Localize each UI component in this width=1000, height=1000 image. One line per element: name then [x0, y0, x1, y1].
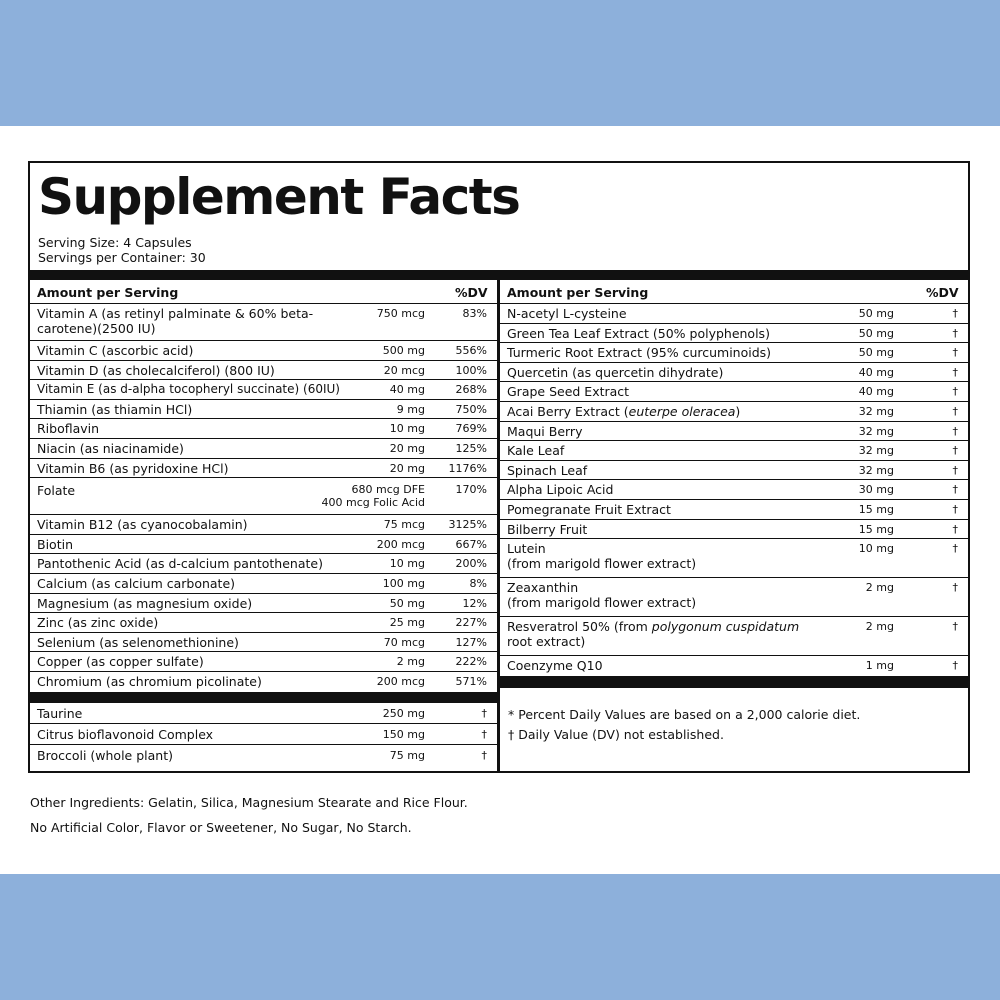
- nutrient-amount: 10 mg: [389, 422, 425, 436]
- ingredient-name: Maqui Berry: [507, 423, 583, 439]
- nutrient-row: [30, 613, 497, 633]
- ingredient-amount: 50 mg: [858, 307, 894, 320]
- nutrient-row: [30, 535, 497, 555]
- ingredient-row: [500, 304, 968, 324]
- nutrient-dv: 170%: [455, 483, 487, 497]
- ingredient-dv: †: [952, 483, 958, 497]
- nutrient-name: Vitamin B6 (as pyridoxine HCl): [37, 460, 229, 476]
- ingredient-amount: 32 mg: [858, 463, 894, 477]
- ingredient-dv: †: [952, 444, 958, 458]
- nutrient-row: [30, 341, 497, 361]
- ingredient-name: Lutein (from marigold flower extract): [507, 541, 697, 572]
- right-header-amount: Amount per Serving: [507, 285, 649, 300]
- nutrient-row: [30, 439, 497, 459]
- footnote-daily-values: * Percent Daily Values are based on a 2,000 calorie diet.: [508, 706, 861, 722]
- panel-title: Supplement Facts: [38, 168, 520, 226]
- ingredient-dv: †: [952, 385, 958, 399]
- serving-size: Serving Size: 4 Capsules: [38, 235, 192, 250]
- other-ingredients: Other Ingredients: Gelatin, Silica, Magnesium Stearate and Rice Flour.: [30, 795, 468, 810]
- ingredient-amount: 15 mg: [858, 522, 894, 536]
- ingredient-latin-name: polygonum cuspidatum: [651, 619, 800, 635]
- nutrient-row: [30, 652, 497, 672]
- nutrient-row: [30, 419, 497, 439]
- ingredient-dv: †: [952, 659, 958, 673]
- ingredient-row: [500, 363, 968, 383]
- nutrient-name: Folate: [37, 483, 76, 499]
- ingredient-row: [500, 324, 968, 344]
- ingredient-row: [500, 617, 968, 656]
- nutrient-row: [30, 380, 497, 400]
- supplement-facts-panel: [28, 161, 970, 773]
- ingredient-dv: †: [952, 502, 958, 516]
- nutrient-amount: 20 mg: [389, 461, 425, 475]
- ingredient-amount: 40 mg: [858, 385, 894, 399]
- thick-divider-mid: [30, 692, 497, 703]
- ingredient-amount: 30 mg: [858, 483, 894, 497]
- ingredient-dv: †: [952, 346, 958, 360]
- ingredient-name: Spinach Leaf: [507, 462, 588, 478]
- ingredient-dv: †: [481, 748, 487, 762]
- nutrient-name: Magnesium (as magnesium oxide): [37, 595, 253, 611]
- ingredient-name: Taurine: [37, 705, 83, 721]
- ingredient-amount: 15 mg: [858, 502, 894, 516]
- ingredient-row: [500, 343, 968, 363]
- nutrient-name: Copper (as copper sulfate): [37, 654, 204, 670]
- nutrient-name: Chromium (as chromium picolinate): [37, 673, 262, 689]
- nutrient-name: Selenium (as selenomethionine): [37, 634, 239, 650]
- nutrient-row: [30, 515, 497, 535]
- nutrient-amount: 2 mg: [396, 655, 425, 669]
- ingredient-dv: †: [952, 581, 958, 595]
- nutrient-amount: 200 mcg: [376, 674, 425, 688]
- nutrient-amount: 750 mcg: [376, 307, 425, 320]
- nutrient-amount: 9 mg: [396, 402, 425, 416]
- left-column: [30, 280, 497, 766]
- nutrient-row: [30, 361, 497, 381]
- ingredient-dv: †: [952, 404, 958, 418]
- nutrient-name: Calcium (as calcium carbonate): [37, 575, 236, 591]
- ingredient-row: [500, 656, 968, 676]
- ingredient-name: Citrus bioflavonoid Complex: [37, 726, 214, 742]
- nutrient-dv: 556%: [455, 344, 487, 357]
- footnotes: [500, 688, 968, 758]
- nutrient-amount: 680 mcg DFE: [351, 483, 425, 497]
- nutrient-dv: 125%: [455, 441, 487, 455]
- nutrient-amount: 40 mg: [389, 383, 425, 397]
- nutrient-dv: 769%: [455, 422, 487, 436]
- ingredient-name: Bilberry Fruit: [507, 521, 588, 537]
- thick-divider-top: [30, 270, 968, 280]
- ingredient-row: [500, 578, 968, 617]
- nutrient-amount: 75 mcg: [383, 518, 425, 532]
- ingredient-row: [500, 402, 968, 422]
- ingredient-row: [30, 724, 497, 745]
- nutrient-amount: 10 mg: [389, 557, 425, 571]
- ingredient-name: Pomegranate Fruit Extract: [507, 501, 671, 517]
- ingredient-row: [500, 539, 968, 578]
- nutrient-amount: 100 mg: [382, 576, 425, 590]
- nutrient-dv: 127%: [455, 635, 487, 649]
- ingredient-name: Quercetin (as quercetin dihydrate): [507, 364, 724, 380]
- ingredient-amount: 75 mg: [389, 748, 425, 762]
- ingredient-amount: 32 mg: [858, 404, 894, 418]
- thick-divider-right: [500, 676, 968, 688]
- right-header: [500, 280, 968, 304]
- ingredient-row: [30, 703, 497, 724]
- ingredient-dv: †: [952, 307, 958, 320]
- ingredient-name: N-acetyl L-cysteine: [507, 306, 627, 321]
- ingredient-amount: 32 mg: [858, 424, 894, 438]
- nutrient-row: [30, 400, 497, 420]
- ingredient-amount: 10 mg: [858, 542, 894, 556]
- nutrient-dv: 227%: [455, 616, 487, 630]
- nutrient-amount: 200 mcg: [376, 537, 425, 551]
- ingredient-name: Green Tea Leaf Extract (50% polyphenols): [507, 325, 770, 341]
- nutrient-name: Riboflavin: [37, 421, 100, 437]
- ingredient-name: Kale Leaf: [507, 443, 565, 459]
- nutrient-dv: 667%: [455, 537, 487, 551]
- ingredient-row: [500, 441, 968, 461]
- nutrient-dv: 200%: [455, 557, 487, 571]
- ingredient-name: Zeaxanthin (from marigold flower extract): [507, 580, 697, 611]
- footnote-dv-not-established: † Daily Value (DV) not established.: [508, 726, 724, 742]
- right-column: [500, 280, 968, 758]
- nutrient-dv: 3125%: [448, 518, 487, 532]
- ingredient-amount: 50 mg: [858, 326, 894, 340]
- nutrient-name: Zinc (as zinc oxide): [37, 615, 159, 631]
- ingredient-dv: †: [952, 542, 958, 556]
- ingredient-amount: 50 mg: [858, 346, 894, 360]
- nutrient-amount-secondary: 400 mcg Folic Acid: [321, 496, 425, 510]
- ingredient-name: Resveratrol 50% (from polygonum cuspidatum root extract): [507, 619, 800, 650]
- ingredient-amount: 1 mg: [865, 659, 894, 673]
- ingredient-row: [500, 461, 968, 481]
- ingredient-dv: †: [952, 620, 958, 634]
- ingredient-row: [500, 382, 968, 402]
- ingredient-row: [500, 500, 968, 520]
- nutrient-dv: 222%: [455, 655, 487, 669]
- ingredient-amount: 2 mg: [865, 581, 894, 595]
- right-header-dv: %DV: [926, 285, 959, 300]
- ingredient-dv: †: [952, 463, 958, 477]
- nutrient-row: [30, 574, 497, 594]
- nutrient-amount: 20 mg: [389, 441, 425, 455]
- nutrient-name: Biotin: [37, 536, 73, 552]
- nutrient-row: [30, 304, 497, 341]
- nutrient-dv: 83%: [462, 307, 487, 320]
- ingredient-name: Broccoli (whole plant): [37, 747, 173, 763]
- ingredient-dv: †: [952, 424, 958, 438]
- nutrient-dv: 1176%: [448, 461, 487, 475]
- nutrient-amount: 500 mg: [382, 344, 425, 357]
- nutrient-dv: 268%: [455, 383, 487, 397]
- ingredient-amount: 40 mg: [858, 365, 894, 379]
- ingredient-row: [500, 422, 968, 442]
- left-header: [30, 280, 497, 304]
- left-header-dv: %DV: [455, 285, 488, 300]
- nutrient-amount: 50 mg: [389, 596, 425, 610]
- ingredient-dv: †: [481, 706, 487, 720]
- nutrient-row: [30, 633, 497, 653]
- ingredient-row: [500, 520, 968, 540]
- nutrient-name: Vitamin B12 (as cyanocobalamin): [37, 517, 248, 533]
- nutrient-name: Vitamin E (as d-alpha tocopheryl succinate) (60IU): [37, 382, 340, 397]
- nutrient-dv: 100%: [455, 363, 487, 377]
- ingredient-dv: †: [952, 326, 958, 340]
- nutrient-dv: 8%: [469, 576, 487, 590]
- nutrient-row: [30, 554, 497, 574]
- nutrient-row: [30, 594, 497, 614]
- servings-per-container: Servings per Container: 30: [38, 250, 206, 265]
- ingredient-row: [30, 745, 497, 766]
- ingredient-name: Coenzyme Q10: [507, 658, 603, 674]
- left-header-amount: Amount per Serving: [37, 285, 179, 300]
- nutrient-name: Vitamin A (as retinyl palminate & 60% beta-carotene)(2500 IU): [37, 306, 314, 336]
- ingredient-amount: 32 mg: [858, 444, 894, 458]
- ingredient-dv: †: [952, 522, 958, 536]
- label-sheet: [0, 126, 1000, 874]
- nutrient-row: [30, 478, 497, 515]
- ingredient-name: Turmeric Root Extract (95% curcuminoids): [507, 345, 772, 361]
- nutrient-row: [30, 672, 497, 692]
- ingredient-dv: †: [481, 727, 487, 741]
- nutrient-amount: 20 mcg: [383, 363, 425, 377]
- nutrient-dv: 12%: [462, 596, 487, 610]
- nutrient-row: [30, 459, 497, 479]
- nutrient-dv: 571%: [455, 674, 487, 688]
- ingredient-amount: 150 mg: [382, 727, 425, 741]
- ingredient-amount: 250 mg: [382, 706, 425, 720]
- ingredient-name: Alpha Lipoic Acid: [507, 482, 614, 498]
- ingredient-latin-name: euterpe oleracea: [628, 403, 736, 419]
- no-artificial-statement: No Artificial Color, Flavor or Sweetener, No Sugar, No Starch.: [30, 820, 412, 835]
- ingredient-name: Grape Seed Extract: [507, 384, 630, 400]
- ingredient-name: Acai Berry Extract (euterpe oleracea): [507, 403, 741, 419]
- nutrient-name: Thiamin (as thiamin HCl): [37, 401, 193, 417]
- nutrient-amount: 25 mg: [389, 616, 425, 630]
- nutrient-name: Niacin (as niacinamide): [37, 440, 184, 456]
- ingredient-dv: †: [952, 365, 958, 379]
- nutrient-name: Vitamin D (as cholecalciferol) (800 IU): [37, 362, 275, 378]
- nutrient-name: Pantothenic Acid (as d-calcium pantothenate): [37, 556, 323, 572]
- nutrient-name: Vitamin C (ascorbic acid): [37, 343, 194, 358]
- ingredient-amount: 2 mg: [865, 620, 894, 634]
- ingredient-row: [500, 480, 968, 500]
- nutrient-amount: 70 mcg: [383, 635, 425, 649]
- nutrient-dv: 750%: [455, 402, 487, 416]
